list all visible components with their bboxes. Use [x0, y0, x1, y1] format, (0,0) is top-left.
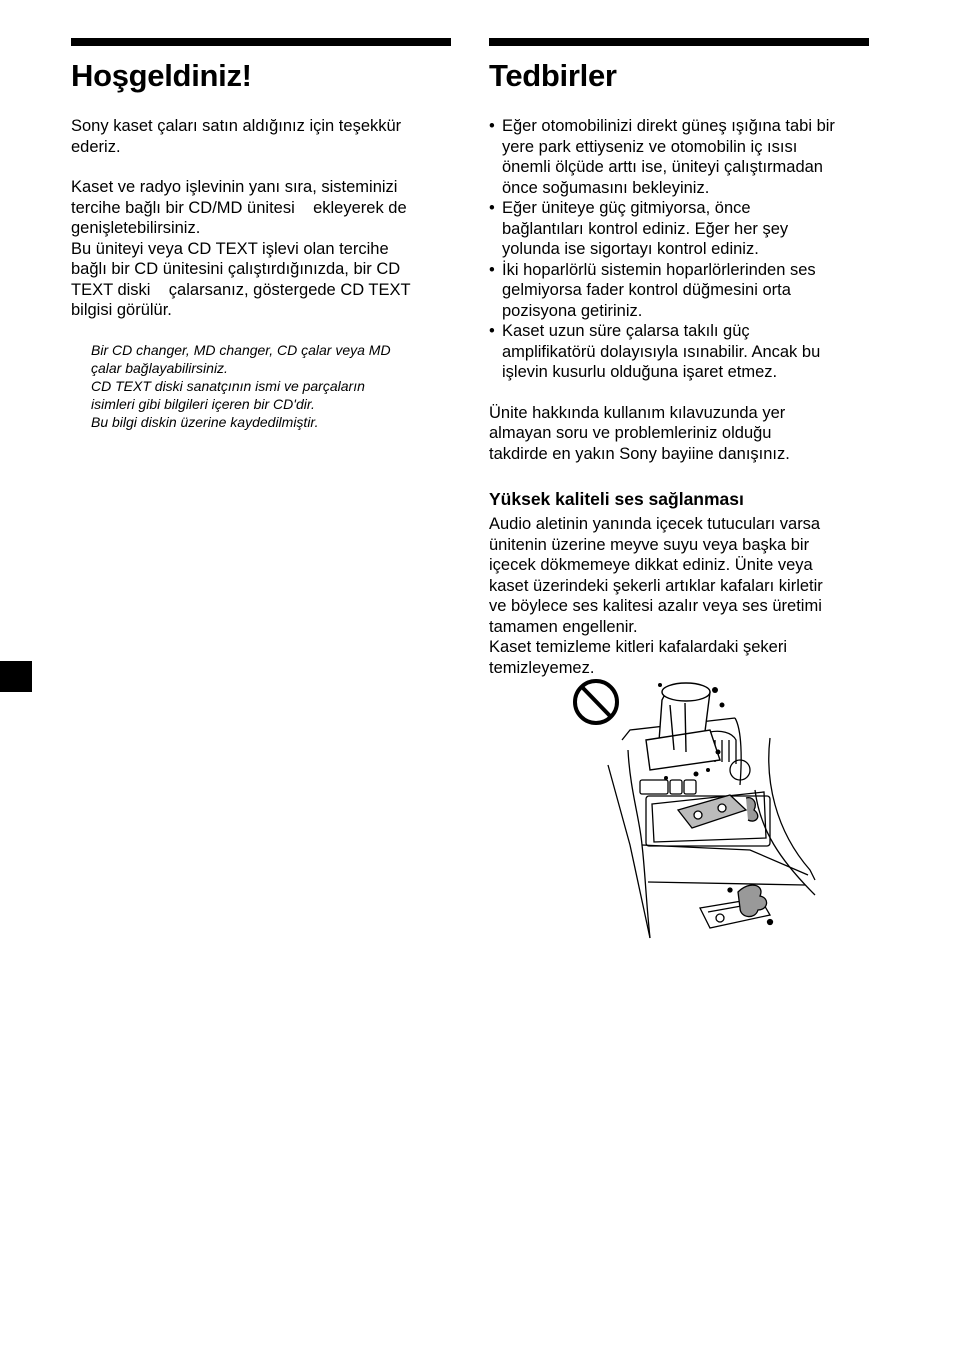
- text-line: amplifikatörü dolayısıyla ısınabilir. Ancak bu: [502, 342, 821, 361]
- text-line: kaset üzerindeki şekerli artıklar kafaları kirletir: [489, 576, 823, 595]
- prohibition-icon: [575, 681, 617, 723]
- welcome-column: [71, 38, 451, 432]
- text-line: yolunda ise sigortayı kontrol ediniz.: [502, 240, 759, 258]
- sound-quality-subheading: Yüksek kaliteli ses sağlanması: [489, 489, 744, 509]
- text-line: önce soğumasını bekleyiniz.: [502, 178, 710, 197]
- footnotes: [91, 341, 451, 432]
- sound-quality-paragraph: [489, 514, 869, 678]
- welcome-intro-paragraph: [71, 116, 451, 157]
- text-line: almayan soru ve problemleriniz olduğu: [489, 424, 772, 442]
- text-line: Audio aletinin yanında içecek tutucuları varsa: [489, 515, 821, 533]
- text-line: Bu üniteyi veya CD TEXT işlevi olan tercihe: [71, 239, 389, 258]
- footnote-line: Bir CD changer, MD changer, CD çalar veya MD: [91, 341, 391, 358]
- precautions-title: Tedbirler: [489, 58, 617, 93]
- list-item: [489, 321, 869, 383]
- bullet-icon: •: [489, 260, 495, 279]
- text-line: işlevin kusurlu olduğuna işaret etmez.: [502, 363, 778, 381]
- text-line: İki hoparlörlü sistemin hoparlörlerinden ses: [502, 260, 816, 279]
- welcome-title: Hoşgeldiniz!: [71, 58, 252, 93]
- bullet-icon: •: [489, 322, 495, 340]
- bullet-icon: •: [489, 199, 495, 217]
- text-line: ve böylece ses kalitesi azalır veya ses üretimi: [489, 597, 822, 615]
- footnote-line: çalar bağlayabilirsiniz.: [91, 359, 228, 376]
- text-line: bilgisi görülür.: [71, 301, 172, 319]
- text-line: yere park ettiyseniz ve otomobilin iç ısısı: [502, 137, 798, 156]
- text-line: Eğer üniteye güç gitmiyorsa, önce: [502, 199, 751, 217]
- text-line: takdirde en yakın Sony bayiine danışınız.: [489, 444, 790, 463]
- text-line: içecek dökmemeye dikkat ediniz. Ünite veya: [489, 556, 813, 574]
- footnote-line: CD TEXT diski sanatçının ismi ve parçaların: [91, 377, 365, 394]
- title-rule: [71, 38, 451, 46]
- bullet-icon: •: [489, 117, 495, 135]
- precautions-column: [489, 38, 869, 678]
- precautions-list: [489, 116, 869, 383]
- text-line: Kaset uzun süre çalarsa takılı güç: [502, 322, 750, 340]
- text-line: temizleyemez.: [489, 658, 595, 677]
- text-line: Ünite hakkında kullanım kılavuzunda yer: [489, 403, 786, 422]
- text-line: tamamen engellenir.: [489, 617, 638, 636]
- cassette-icon: [700, 885, 773, 928]
- text-line: ünitenin üzerine meyve suyu veya başka bir: [489, 535, 810, 554]
- text-line: tercihe bağlı bir CD/MD ünitesi ekleyerek de: [71, 198, 407, 217]
- text-line: bağlantıları kontrol ediniz. Eğer her şey: [502, 219, 789, 238]
- text-line: gelmiyorsa fader kontrol düğmesini orta: [502, 281, 791, 299]
- list-item: [489, 198, 869, 260]
- text-line: TEXT diski çalarsanız, göstergede CD TEXT: [71, 280, 411, 299]
- footnote-line: isimleri gibi bilgileri içeren bir CD'dir.: [91, 396, 315, 413]
- text-line: bağlı bir CD ünitesini çalıştırdığınızda, bir CD: [71, 260, 401, 278]
- welcome-system-paragraph: [71, 177, 451, 321]
- dealer-paragraph: [489, 403, 869, 465]
- title-rule: [489, 38, 869, 46]
- list-item: [489, 260, 869, 322]
- list-item: [489, 116, 869, 198]
- footnote-line: Bu bilgi diskin üzerine kaydedilmiştir.: [91, 414, 319, 431]
- text-line: Sony kaset çaları satın aldığınız için teşekkür: [71, 117, 402, 135]
- text-line: önemli ölçüde arttı ise, üniteyi çalıştırmadan: [502, 158, 823, 176]
- text-line: Kaset ve radyo işlevinin yanı sıra, sisteminizi: [71, 178, 398, 196]
- text-line: genişletebilirsiniz.: [71, 219, 201, 237]
- text-line: Kaset temizleme kitleri kafalardaki şekeri: [489, 638, 788, 656]
- section-tab-marker: [0, 661, 32, 692]
- text-line: ederiz.: [71, 137, 121, 156]
- spilled-drink-illustration: [570, 670, 820, 940]
- text-line: pozisyona getiriniz.: [502, 301, 643, 320]
- text-line: Eğer otomobilinizi direkt güneş ışığına tabi bir: [502, 117, 835, 135]
